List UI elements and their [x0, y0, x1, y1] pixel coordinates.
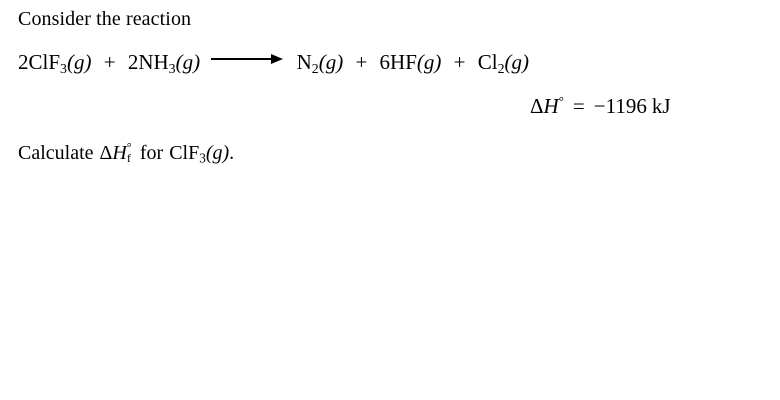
question-delta-symbol: Δ [99, 142, 113, 164]
arrow-shaft [211, 58, 275, 60]
reactant-2-state: (g) [175, 50, 201, 74]
arrow-head [271, 54, 283, 64]
reactant-1-subscript: 3 [60, 60, 67, 76]
intro-text: Consider the reaction [18, 8, 192, 30]
question-line [18, 140, 234, 166]
reactant-1-state: (g) [66, 50, 92, 74]
question-degree-symbol: ° [126, 139, 132, 154]
delta-symbol: Δ [530, 94, 544, 118]
enthalpy-value: −1196 [593, 94, 647, 118]
enthalpy-h-symbol: H [543, 94, 559, 118]
reactant-2 [128, 48, 200, 76]
question-species-formula: ClF [169, 142, 200, 164]
product-3-formula: Cl [477, 50, 498, 74]
question-h-symbol: H [112, 142, 127, 164]
enthalpy-line [530, 92, 671, 120]
reactant-2-subscript: 3 [168, 60, 176, 76]
question-period: . [229, 142, 235, 164]
product-2-formula: HF [390, 50, 417, 74]
reactant-1-coefficient: 2 [18, 50, 29, 74]
product-1-formula: N [296, 50, 312, 74]
question-subscript-f: f [126, 151, 131, 166]
product-2-state: (g) [416, 50, 442, 74]
product-1-subscript: 2 [311, 60, 319, 76]
chemical-equation [18, 48, 529, 76]
product-3-state: (g) [504, 50, 530, 74]
product-2 [380, 48, 442, 76]
degree-symbol: ° [558, 92, 564, 108]
product-3-subscript: 2 [497, 60, 505, 76]
plus-sign-1: + [103, 50, 116, 74]
equals-sign: = [572, 94, 585, 118]
product-1-state: (g) [318, 50, 344, 74]
question-middle-word: for [139, 142, 164, 164]
reaction-arrow-icon [211, 52, 285, 66]
product-2-coefficient: 6 [379, 50, 391, 74]
product-3 [478, 48, 529, 76]
question-species-state: (g) [205, 142, 230, 164]
question-species-subscript: 3 [199, 150, 206, 166]
standard-enthalpy-of-formation-symbol [112, 139, 132, 166]
product-1 [297, 48, 344, 76]
intro-line [18, 6, 191, 32]
enthalpy-unit: kJ [651, 94, 671, 118]
plus-sign-2: + [355, 50, 368, 74]
plus-sign-3: + [453, 50, 466, 74]
reactant-2-formula: NH [138, 50, 169, 74]
question-prefix: Calculate [18, 142, 94, 164]
reactant-2-coefficient: 2 [127, 50, 139, 74]
reactant-1 [18, 48, 91, 76]
reactant-1-formula: ClF [28, 50, 61, 74]
